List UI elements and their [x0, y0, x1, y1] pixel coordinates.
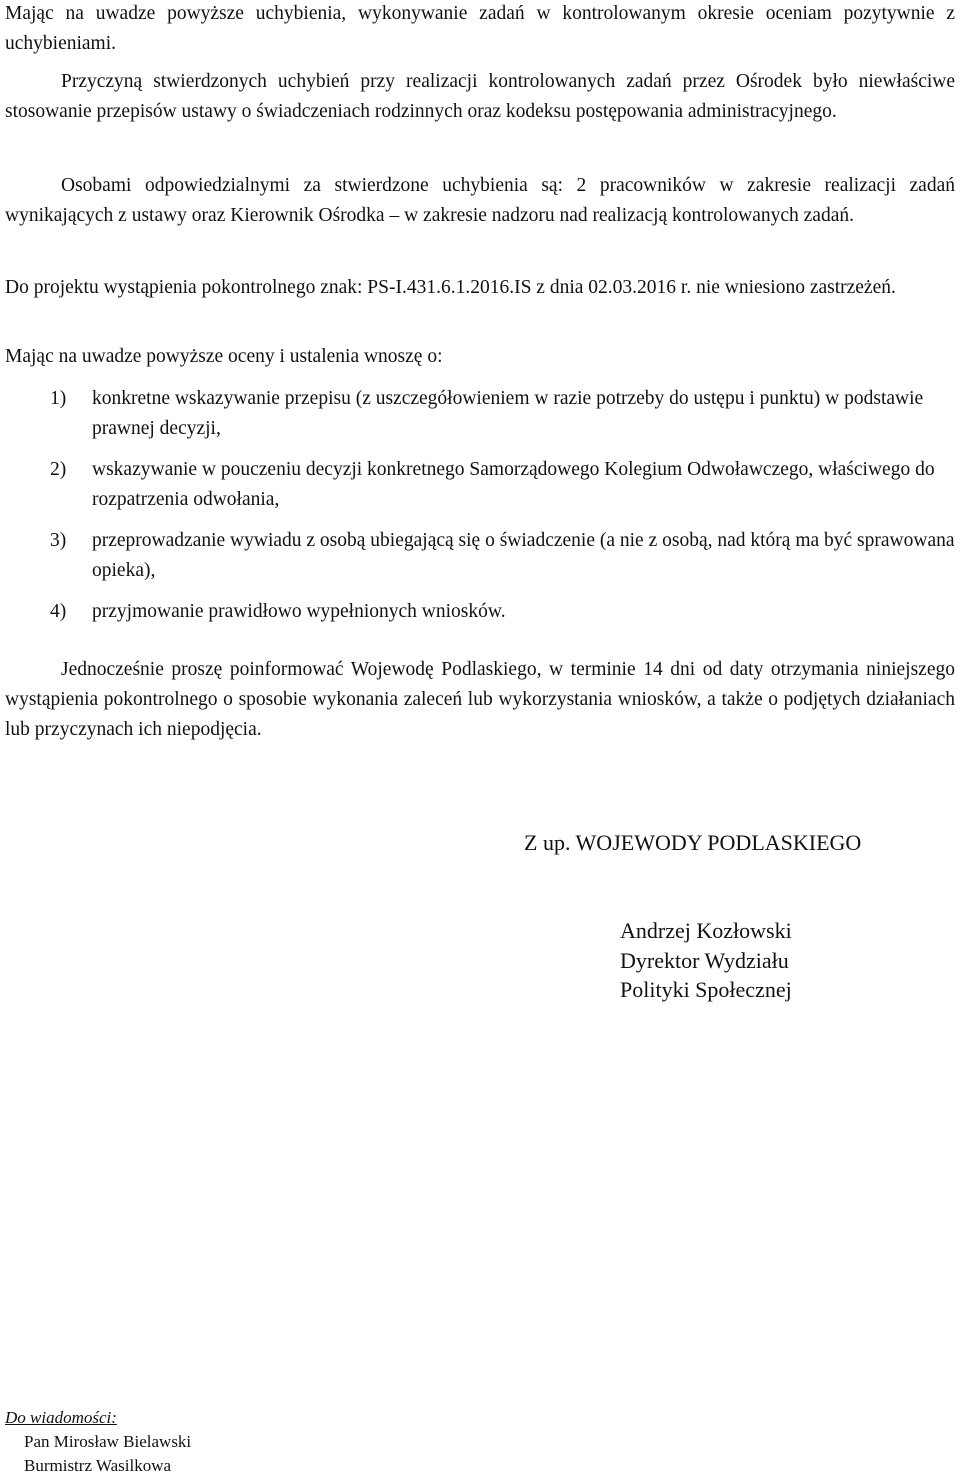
closing-paragraph: Jednocześnie proszę poinformować Wojewodę Podlaskiego, w terminie 14 dni od daty otrzymania niniejszego wystąpienia pokontrolnego o sposobie wykonania zaleceń lub wykorzystania wniosków, a także o podjętych działaniach lub przyczynach ich niepodjęcia. [5, 659, 955, 740]
recipient-name: Pan Mirosław Bielawski [24, 1432, 192, 1451]
assessment-paragraph: Mając na uwadze powyższe uchybienia, wykonywanie zadań w kontrolowanym okresie oceniam pozytywnie z uchybieniami. [5, 3, 955, 54]
list-item [5, 597, 955, 627]
list-item-number: 4) [50, 601, 67, 622]
signer-title-line-1: Dyrektor Wydziału [620, 947, 789, 973]
distribution-block [5, 1406, 191, 1478]
list-item [5, 526, 955, 586]
distribution-heading: Do wiadomości: [5, 1408, 117, 1427]
list-item-text: przyjmowanie prawidłowo wypełnionych wniosków. [92, 601, 506, 622]
recipient-title: Burmistrz Wasilkowa [24, 1456, 172, 1475]
list-item [5, 455, 955, 515]
responsible-persons-paragraph: Osobami odpowiedzialnymi za stwierdzone uchybienia są: 2 pracowników w zakresie realizacji zadań wynikających z ustawy oraz Kierownik Ośrodka – w zakresie nadzoru nad realizacją kontrolowanych zadań. [5, 175, 955, 226]
signer-name: Andrzej Kozłowski [620, 918, 792, 943]
list-item-text: konkretne wskazywanie przepisu (z uszczegółowieniem w razie potrzeby do ustępu i punktu) w podstawie prawnej decyzji, [92, 388, 924, 439]
list-item-number: 2) [50, 459, 67, 480]
signer-block [620, 916, 792, 1005]
objections-paragraph: Do projektu wystąpienia pokontrolnego znak: PS-I.431.6.1.2016.IS z dnia 02.03.2016 r. nie wniesiono zastrzeżeń. [5, 277, 896, 298]
requests-list [5, 384, 955, 638]
causes-paragraph: Przyczyną stwierdzonych uchybień przy realizacji kontrolowanych zadań przez Ośrodek było niewłaściwe stosowanie przepisów ustawy o świadczeniach rodzinnych oraz kodeksu postępowania administracyjnego. [5, 71, 955, 122]
list-item-text: przeprowadzanie wywiadu z osobą ubiegającą się o świadczenie (a nie z osobą, nad którą ma być sprawowana opieka), [92, 530, 955, 581]
list-item-number: 1) [50, 388, 67, 409]
list-item-text: wskazywanie w pouczeniu decyzji konkretnego Samorządowego Kolegium Odwoławczego, właściwego do rozpatrzenia odwołania, [92, 459, 935, 510]
signer-title-line-2: Polityki Społecznej [620, 977, 792, 1002]
requests-intro: Mając na uwadze powyższe oceny i ustalenia wnoszę o: [5, 346, 443, 367]
list-item [5, 384, 955, 444]
signature-authority: Z up. WOJEWODY PODLASKIEGO [524, 830, 862, 855]
list-item-number: 3) [50, 530, 67, 551]
